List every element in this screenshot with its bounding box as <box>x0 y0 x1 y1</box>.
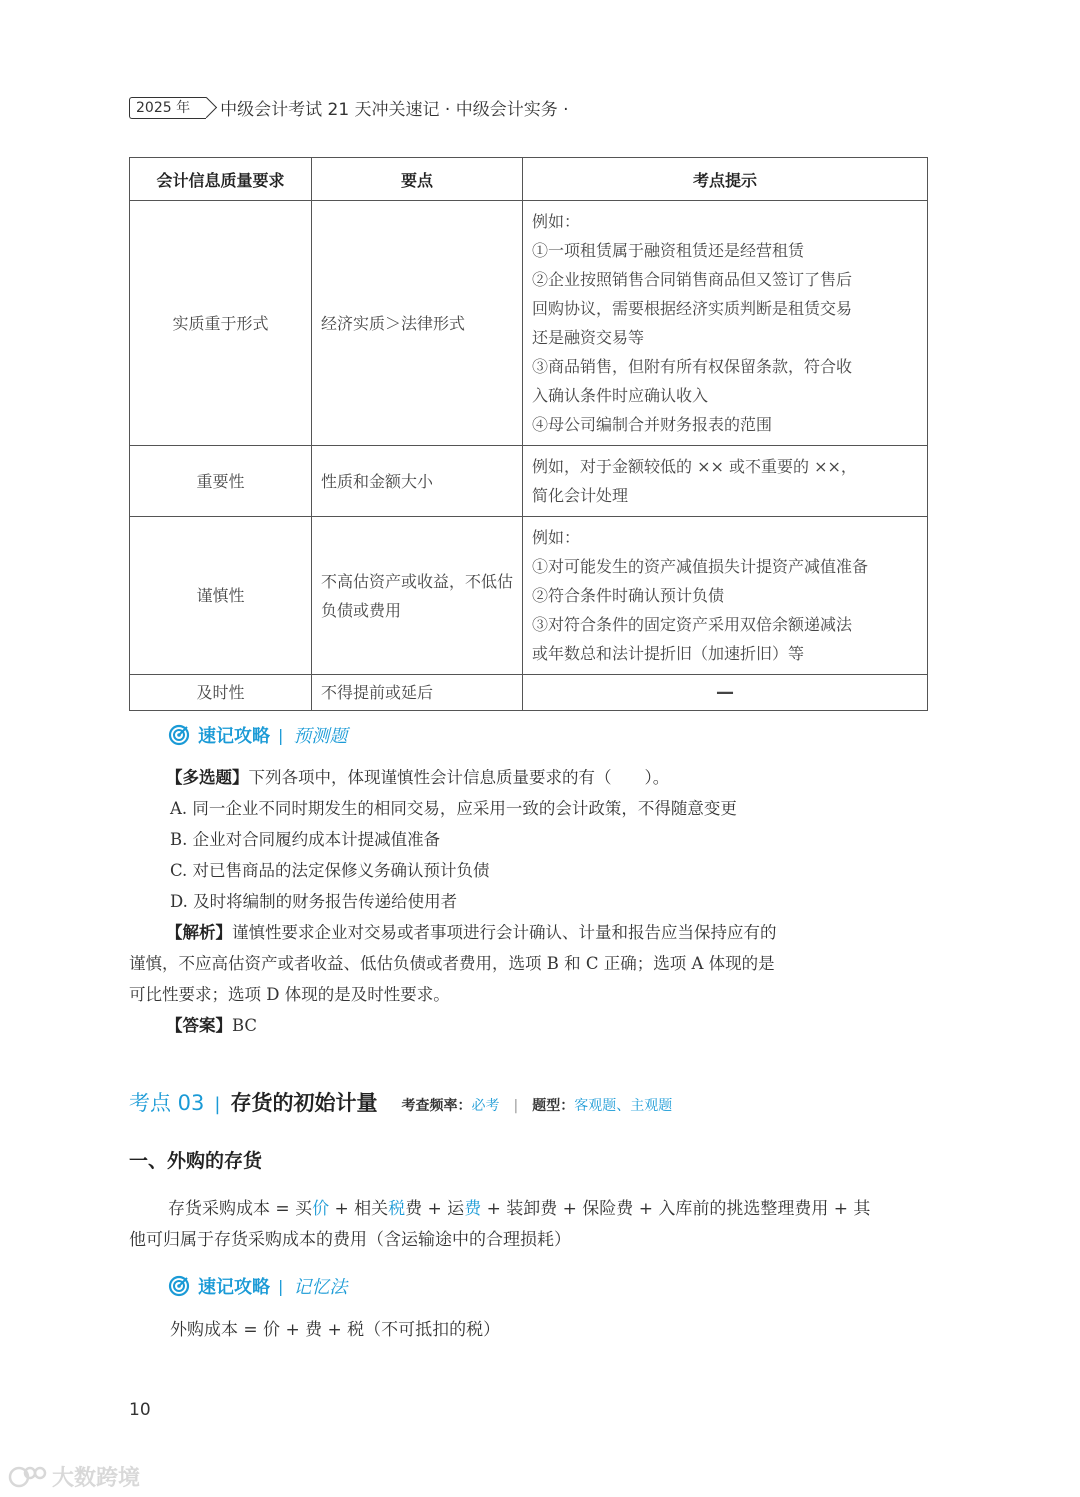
tip-line: 简化会计处理 <box>532 486 629 505</box>
strategy-heading-memory: 速记攻略 | 记忆法 <box>168 1273 347 1299</box>
row-point: 性质和金额大小 <box>312 446 523 517</box>
frequency-value: 必考 <box>471 1098 500 1114</box>
col-header-requirement: 会计信息质量要求 <box>130 158 312 201</box>
watermark-logo-icon <box>8 1464 48 1490</box>
tip-line: 入确认条件时应确认收入 <box>532 386 709 405</box>
analysis-line-2: 谨慎，不应高估资产或者收益、低估负债或者费用，选项 B 和 C 正确；选项 A 体现的是 <box>129 954 775 973</box>
target-icon <box>168 724 190 746</box>
tip-line: ①对可能发生的资产减值损失计提资产减值准备 <box>532 557 869 576</box>
tip-line: 或年数总和法计提折旧（加速折旧）等 <box>532 644 805 663</box>
topic-heading: 考点 03 | 存货的初始计量 考查频率： 必考 | 题型： 客观题、主观题 <box>129 1087 672 1117</box>
question-type-label: 题型： <box>532 1098 575 1114</box>
option-a: A. 同一企业不同时期发生的相同交易，应采用一致的会计政策，不得随意变更 <box>170 799 737 818</box>
year-tag: 2025 年 <box>129 97 206 119</box>
formula-line-2: 他可归属于存货采购成本的费用（含运输途中的合理损耗） <box>129 1230 571 1250</box>
tip-line: ③对符合条件的固定资产采用双倍余额递减法 <box>532 615 853 634</box>
book-title: 中级会计考试 21 天冲关速记 · 中级会计实务 · <box>220 100 569 120</box>
tip-line: 还是融资交易等 <box>532 328 645 347</box>
table-row <box>130 446 928 517</box>
tip-line: ②企业按照销售合同销售商品但又签订了售后 <box>532 270 853 289</box>
answer: 【答案】BC <box>166 1016 258 1035</box>
row-tips <box>523 517 928 675</box>
quality-requirements-table <box>129 157 928 711</box>
tip-line: 例如： <box>532 528 581 547</box>
row-tips <box>523 201 928 446</box>
strategy-title: 速记攻略 <box>198 1277 270 1298</box>
row-requirement: 实质重于形式 <box>130 201 312 446</box>
question-type-value: 客观题、主观题 <box>574 1098 673 1114</box>
row-requirement: 重要性 <box>130 446 312 517</box>
section-title: 一、外购的存货 <box>129 1150 263 1172</box>
tip-line: ④母公司编制合并财务报表的范围 <box>532 415 773 434</box>
analysis-line-3: 可比性要求；选项 D 体现的是及时性要求。 <box>129 985 450 1004</box>
tip-line: 回购协议，需要根据经济实质判断是租赁交易 <box>532 299 853 318</box>
target-icon <box>168 1275 190 1297</box>
strategy-subtitle: 预测题 <box>293 726 348 747</box>
option-c: C. 对已售商品的法定保修义务确认预计负债 <box>170 861 490 880</box>
table-header-row <box>130 158 928 201</box>
tip-line: 例如： <box>532 212 581 231</box>
running-header <box>129 95 569 120</box>
row-point: 不得提前或延后 <box>312 675 523 711</box>
topic-title: 存货的初始计量 <box>230 1091 378 1115</box>
strategy-subtitle: 记忆法 <box>293 1277 348 1298</box>
table-row <box>130 675 928 711</box>
row-tips <box>523 446 928 517</box>
strategy-heading-forecast: 速记攻略 | 预测题 <box>168 722 347 748</box>
frequency-label: 考查频率： <box>401 1098 472 1114</box>
topic-number: 考点 03 <box>129 1091 205 1115</box>
page-number: 10 <box>129 1400 151 1420</box>
watermark-text: 大数跨境 <box>52 1466 141 1491</box>
analysis-line-1: 【解析】谨慎性要求企业对交易或者事项进行会计确认、计量和报告应当保持应有的 <box>166 923 777 942</box>
option-d: D. 及时将编制的财务报告传递给使用者 <box>170 892 458 911</box>
tip-line: 例如，对于金额较低的 ×× 或不重要的 ××， <box>532 457 857 476</box>
row-tips: — <box>523 675 928 711</box>
tip-line: ①一项租赁属于融资租赁还是经营租赁 <box>532 241 805 260</box>
memory-formula: 外购成本 = 价 + 费 + 税（不可抵扣的税） <box>170 1320 501 1340</box>
formula-line-1: 存货采购成本 = 买价 + 相关税费 + 运费 + 装卸费 + 保险费 + 入库前的挑选整理费用 + 其 <box>168 1199 871 1219</box>
option-b: B. 企业对合同履约成本计提减值准备 <box>170 830 441 849</box>
table-row <box>130 201 928 446</box>
row-requirement: 及时性 <box>130 675 312 711</box>
table-row <box>130 517 928 675</box>
tip-line: ③商品销售，但附有所有权保留条款，符合收 <box>532 357 853 376</box>
row-requirement: 谨慎性 <box>130 517 312 675</box>
col-header-tips: 考点提示 <box>523 158 928 201</box>
question-stem: 【多选题】下列各项中，体现谨慎性会计信息质量要求的有（ ）。 <box>166 768 670 787</box>
watermark <box>8 1461 140 1492</box>
tip-line: ②符合条件时确认预计负债 <box>532 586 725 605</box>
strategy-title: 速记攻略 <box>198 726 270 747</box>
col-header-point: 要点 <box>312 158 523 201</box>
row-point: 经济实质＞法律形式 <box>312 201 523 446</box>
row-point: 不高估资产或收益，不低估负债或费用 <box>312 517 523 675</box>
